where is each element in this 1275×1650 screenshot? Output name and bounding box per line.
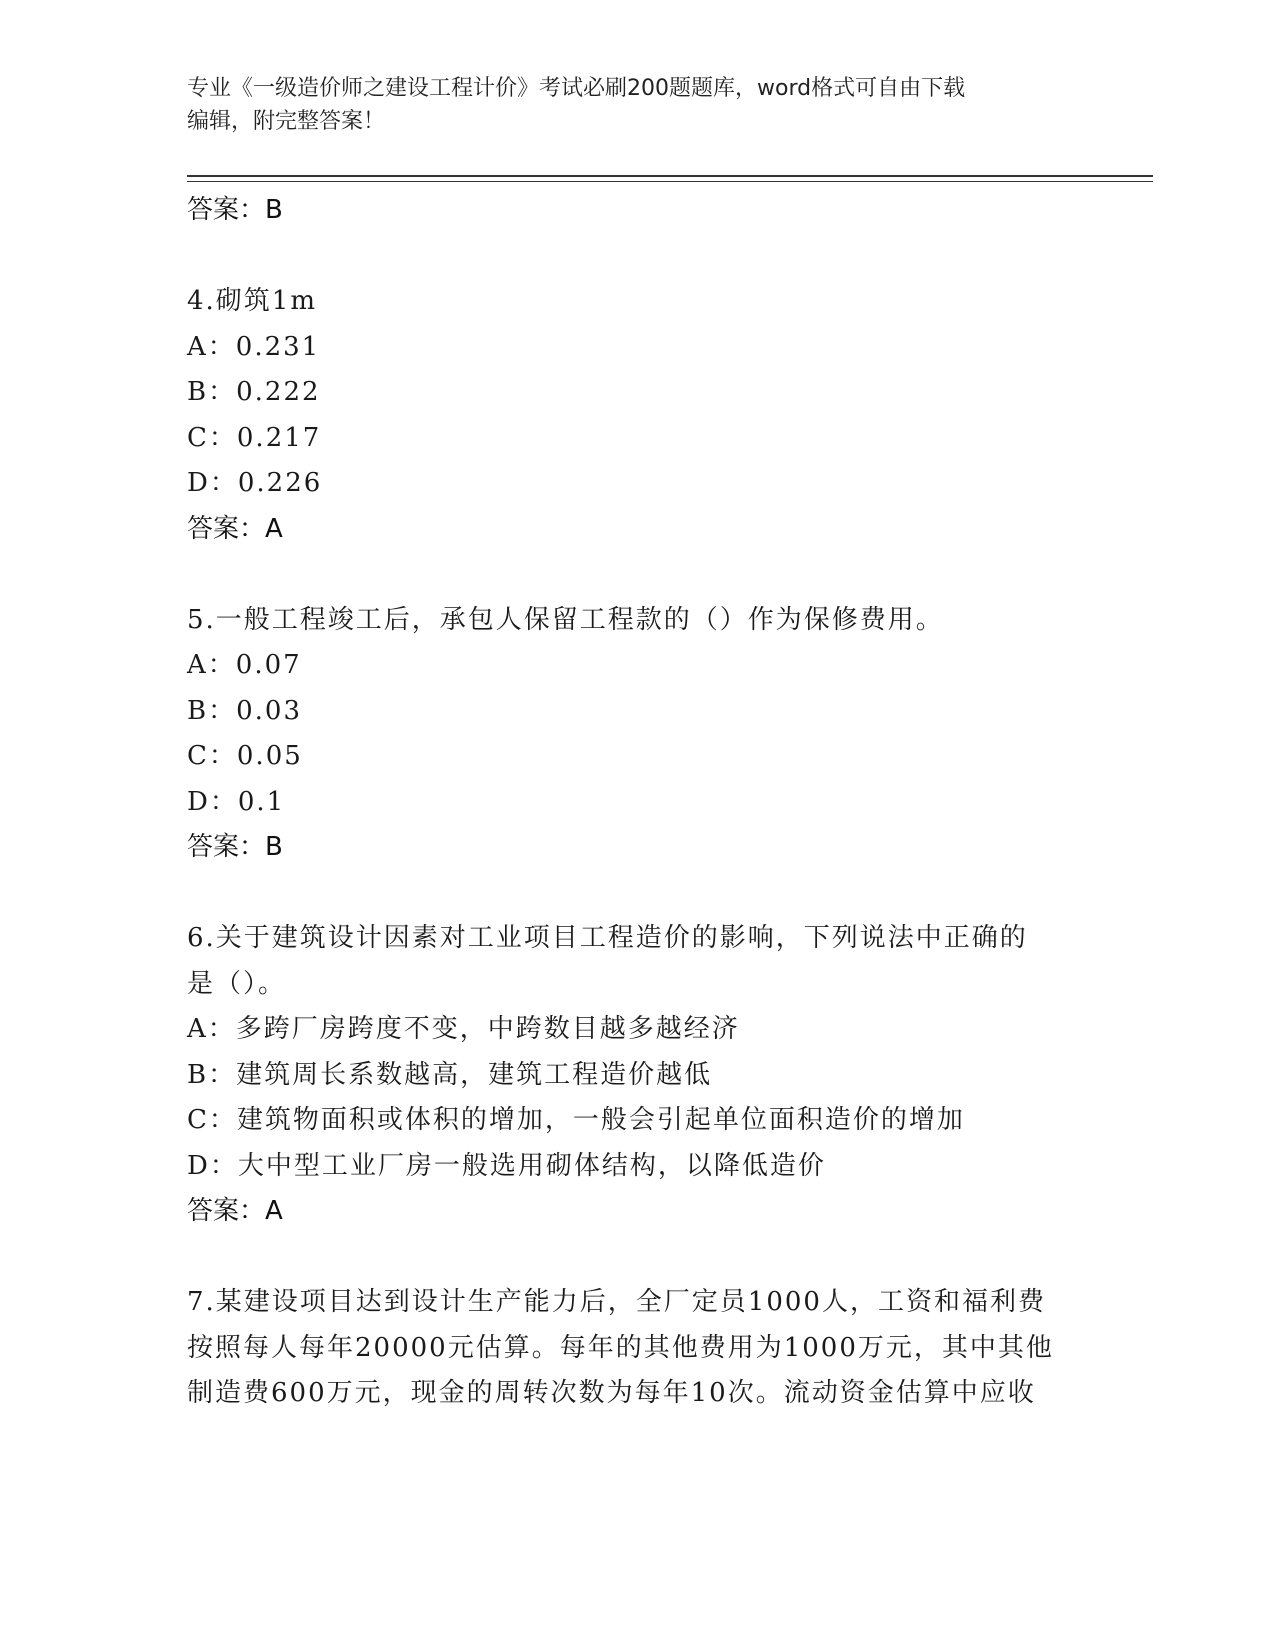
document-header — [187, 72, 1067, 138]
option-b: B：0.222 — [187, 377, 321, 407]
question-block-5 — [187, 598, 1087, 871]
question-text-line-2: 是（）。 — [187, 968, 287, 999]
header-line-2: 编辑，附完整答案！ — [187, 109, 386, 134]
question-text: 4.砌筑1m — [187, 286, 318, 316]
header-line-1: 专业《一级造价师之建设工程计价》考试必刷200题题库，word格式可自由下载 — [187, 76, 966, 101]
answer: 答案：B — [187, 832, 283, 862]
question-text: 5.一般工程竣工后，承包人保留工程款的（）作为保修费用。 — [187, 604, 944, 635]
option-d: D：0.1 — [187, 786, 286, 817]
answer: 答案：A — [187, 513, 283, 544]
option-c: C：0.217 — [187, 422, 322, 453]
option-c: C：建筑物面积或体积的增加，一般会引起单位面积造价的增加 — [187, 1105, 965, 1135]
option-a: A：多跨厂房跨度不变，中跨数目越多越经济 — [187, 1014, 740, 1044]
option-b: B：建筑周长系数越高，建筑工程造价越低 — [187, 1059, 713, 1090]
question-text-line-2: 按照每人每年20000元估算。每年的其他费用为1000万元，其中其他 — [187, 1332, 1054, 1363]
question-text-line-1: 6.关于建筑设计因素对工业项目工程造价的影响，下列说法中正确的 — [187, 923, 1028, 953]
option-d: D：大中型工业厂房一般选用砌体结构，以降低造价 — [187, 1150, 826, 1181]
option-d: D：0.226 — [187, 468, 323, 498]
question-list — [187, 188, 1087, 1417]
option-b: B：0.03 — [187, 695, 302, 726]
answer: 答案：A — [187, 1196, 283, 1226]
question-text-line-3: 制造费600万元，现金的周转次数为每年10次。流动资金估算中应收 — [187, 1378, 1036, 1408]
header-divider-thin — [187, 181, 1153, 182]
previous-answer: 答案：B — [187, 195, 283, 225]
question-block-7 — [187, 1280, 1087, 1417]
header-divider-thick — [187, 175, 1153, 177]
option-a: A：0.231 — [187, 331, 321, 362]
option-a: A：0.07 — [187, 650, 302, 680]
option-c: C：0.05 — [187, 741, 303, 771]
question-block-6 — [187, 916, 1087, 1234]
question-text-line-1: 7.某建设项目达到设计生产能力后，全厂定员1000人，工资和福利费 — [187, 1287, 1046, 1317]
question-block-4 — [187, 279, 1087, 552]
